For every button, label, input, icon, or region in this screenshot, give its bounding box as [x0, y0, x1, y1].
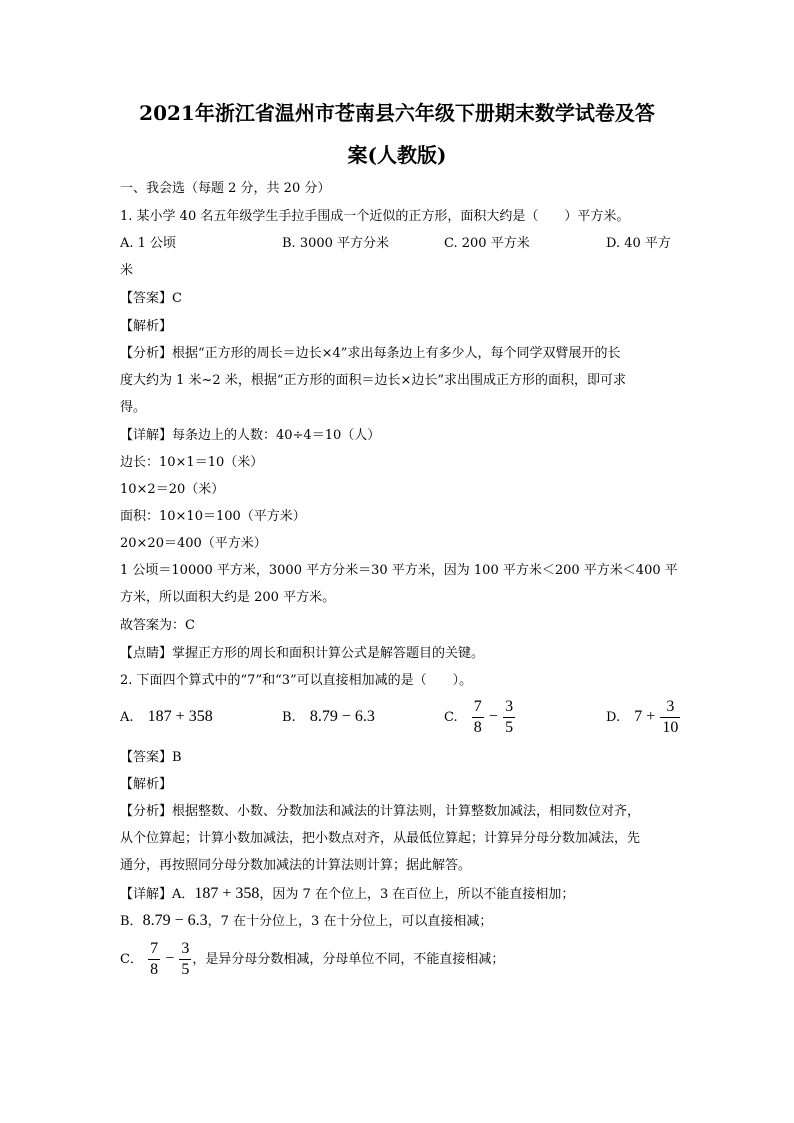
- q1-fenxi-line: 度大约为 1 米~2 米，根据“正方形的面积＝边长×边长”求出围成正方形的面积，即可求: [120, 373, 627, 388]
- q2-option-b: [282, 708, 375, 727]
- fraction-denominator: 8: [473, 719, 482, 736]
- fraction-denominator: 10: [662, 719, 679, 736]
- q1-answer: 【答案】C: [120, 291, 182, 306]
- q1-detail-line: 面积：10×10＝100（平方米）: [120, 509, 306, 524]
- detail-b-prefix: B．: [120, 914, 143, 929]
- q2-option-d-fraction: [660, 697, 680, 738]
- q1-detail-line: 边长：10×1＝10（米）: [120, 455, 264, 470]
- fraction-denominator: 8: [150, 961, 159, 978]
- fraction-numerator: 7: [148, 939, 160, 960]
- detail-c-prefix: C．: [120, 952, 143, 967]
- q1-option-d-wrap: 米: [120, 263, 134, 278]
- q2-detail-b: [120, 912, 492, 931]
- q1-detail-line: 故答案为：C: [120, 618, 195, 633]
- q2-fenxi-line: 通分，再按照同分母分数加减法的计算法则计算；据此解答。: [120, 858, 472, 873]
- q2-option-b-expr: 8.79 − 6.3: [309, 708, 375, 725]
- q1-detail-line: 20×20＝400（平方米）: [120, 536, 267, 551]
- q1-detail-line: 【详解】每条边上的人数：40÷4＝10（人）: [120, 428, 381, 443]
- detail-b-rest: ，7 在十分位上，3 在十分位上，可以直接相减；: [207, 914, 493, 929]
- q2-option-d: [606, 696, 681, 739]
- q1-dianjing: 【点睛】掌握正方形的周长和面积计算公式是解答题目的关键。: [120, 646, 485, 661]
- q2-detail-a: [120, 885, 574, 904]
- q1-fenxi-line: 【分析】根据“正方形的周长＝边长×4”求出每条边上有多少人，每个同学双臂展开的长: [120, 346, 621, 361]
- detail-c-fraction-2: [179, 939, 191, 980]
- section-heading: 一、我会选（每题 2 分，共 20 分）: [120, 181, 331, 196]
- detail-c-fraction-1: [148, 939, 160, 980]
- q2-option-b-label: B.: [282, 710, 296, 725]
- fraction-numerator: 3: [503, 697, 515, 718]
- q2-option-c-fraction-2: [503, 697, 515, 738]
- q2-detail-c: [120, 938, 504, 981]
- q2-analysis-label: 【解析】: [120, 777, 173, 792]
- detail-a-expr: 187 + 358: [194, 885, 260, 902]
- q1-analysis-label: 【解析】: [120, 319, 173, 334]
- q2-option-d-label: D.: [606, 710, 621, 725]
- q1-option-c: C. 200 平方米: [444, 236, 530, 251]
- q1-stem: 1. 某小学 40 名五年级学生手拉手围成一个近似的正方形，面积大约是（ ）平方米。: [120, 209, 630, 224]
- q1-detail-line: 方米，所以面积大约是 200 平方米。: [120, 590, 336, 605]
- q2-option-a-label: A.: [120, 710, 134, 725]
- q2-stem: 2. 下面四个算式中的“7”和“3”可以直接相加减的是（ ）。: [120, 673, 473, 688]
- minus-sign: −: [165, 950, 175, 967]
- detail-a-rest: ，因为 7 在个位上，3 在百位上，所以不能直接相加；: [259, 887, 575, 902]
- q1-option-d: D. 40 平方: [606, 236, 671, 251]
- q2-option-a: [120, 708, 213, 727]
- fraction-denominator: 5: [181, 961, 190, 978]
- detail-c-rest: ，是异分母分数相减，分母单位不同，不能直接相减；: [192, 952, 505, 967]
- q2-option-c-fraction-1: [472, 697, 484, 738]
- fraction-denominator: 5: [505, 719, 514, 736]
- q1-option-a: A. 1 公顷: [120, 236, 177, 251]
- q1-detail-line: 1 公顷＝10000 平方米，3000 平方分米＝30 平方米，因为 100 平方米＜200 平方米＜400 平: [120, 563, 678, 578]
- q2-option-c-label: C.: [444, 710, 458, 725]
- q2-option-a-expr: 187 + 358: [147, 708, 213, 725]
- q2-fenxi-line: 从个位算起；计算小数加减法，把小数点对齐，从最低位算起；计算异分母分数加减法，先: [120, 831, 641, 846]
- detail-b-expr: 8.79 − 6.3: [142, 912, 208, 929]
- document-title-line-2: 案(人教版): [347, 143, 447, 167]
- q1-fenxi-line: 得。: [120, 400, 147, 415]
- q2-fenxi-line: 【分析】根据整数、小数、分数加法和减法的计算法则，计算整数加减法，相同数位对齐，: [120, 804, 641, 819]
- minus-sign: −: [488, 708, 498, 725]
- q2-answer: 【答案】B: [120, 750, 182, 765]
- fraction-numerator: 3: [179, 939, 191, 960]
- q2-option-d-whole: 7 +: [634, 708, 656, 725]
- q1-option-b: B. 3000 平方分米: [282, 236, 390, 251]
- fraction-numerator: 3: [660, 697, 680, 718]
- detail-a-prefix: 【详解】A．: [120, 887, 195, 902]
- q2-option-c: [444, 696, 516, 739]
- fraction-numerator: 7: [472, 697, 484, 718]
- q1-detail-line: 10×2＝20（米）: [120, 482, 225, 497]
- document-title-line-1: 2021年浙江省温州市苍南县六年级下册期末数学试卷及答: [139, 101, 655, 125]
